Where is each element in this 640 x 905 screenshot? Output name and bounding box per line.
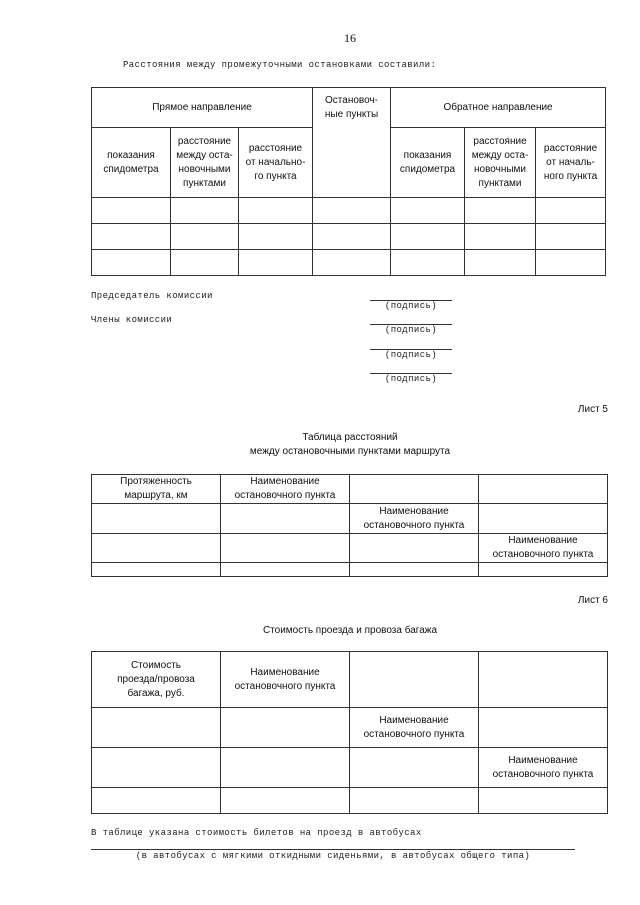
sheet6-title: Стоимость проезда и провоза багажа xyxy=(262,625,438,636)
chairman-label: Председатель комиссии xyxy=(91,291,213,301)
table-row xyxy=(92,708,608,748)
stop-name-header: Наименование остановочного пункта xyxy=(479,748,608,788)
reverse-speedometer-header: показания спидометра xyxy=(391,128,465,198)
table-row xyxy=(92,475,608,504)
direct-from-start-header: расстояние от начально- го пункта xyxy=(239,128,313,198)
sheet5-title-line2: между остановочными пунктами маршрута xyxy=(249,446,451,457)
footer-caption: (в автобусах с мягкими откидными сиденьями, в автобусах общего типа) xyxy=(135,851,531,861)
signature-caption: (подпись) xyxy=(384,325,438,335)
intro-text: Расстояния между промежуточными остановками составили: xyxy=(123,60,437,70)
sheet5-label: Лист 5 xyxy=(577,404,608,415)
stop-name-header: Наименование остановочного пункта xyxy=(479,534,608,563)
footer-fill-line xyxy=(91,849,575,850)
table-row xyxy=(92,250,606,276)
table-row xyxy=(92,534,608,563)
signature-caption: (подпись) xyxy=(384,301,438,311)
table-row xyxy=(92,504,608,534)
reverse-direction-header: Обратное направление xyxy=(391,88,606,128)
table-row xyxy=(92,652,608,708)
direct-between-stops-header: расстояние между оста- новочными пунктами xyxy=(171,128,239,198)
fare-header: Стоимость проезда/провоза багажа, руб. xyxy=(92,652,221,708)
distances-table xyxy=(91,87,606,276)
reverse-from-start-header: расстояние от началь- ного пункта xyxy=(536,128,606,198)
stop-name-header: Наименование остановочного пункта xyxy=(221,652,350,708)
signature-caption: (подпись) xyxy=(384,350,438,360)
signature-caption: (подпись) xyxy=(384,374,438,384)
table-row xyxy=(92,788,608,814)
stop-name-header: Наименование остановочного пункта xyxy=(350,708,479,748)
members-label: Члены комиссии xyxy=(91,315,173,325)
route-distances-table xyxy=(91,474,608,577)
route-length-header: Протяженность маршрута, км xyxy=(92,475,221,504)
footer-text: В таблице указана стоимость билетов на проезд в автобусах xyxy=(91,828,422,838)
sheet5-title-line1: Таблица расстояний xyxy=(302,432,398,443)
table-row xyxy=(92,198,606,224)
direct-speedometer-header: показания спидометра xyxy=(92,128,171,198)
stop-name-header: Наименование остановочного пункта xyxy=(350,504,479,534)
page-number: 16 xyxy=(344,31,356,45)
direct-direction-header: Прямое направление xyxy=(92,88,313,128)
table-row xyxy=(92,563,608,577)
fare-table xyxy=(91,651,608,814)
stop-name-header: Наименование остановочного пункта xyxy=(221,475,350,504)
stops-header: Остановоч- ные пункты xyxy=(313,88,391,198)
table-row xyxy=(92,748,608,788)
table-row xyxy=(92,224,606,250)
reverse-between-stops-header: расстояние между оста- новочными пунктами xyxy=(465,128,536,198)
sheet6-label: Лист 6 xyxy=(577,595,608,606)
